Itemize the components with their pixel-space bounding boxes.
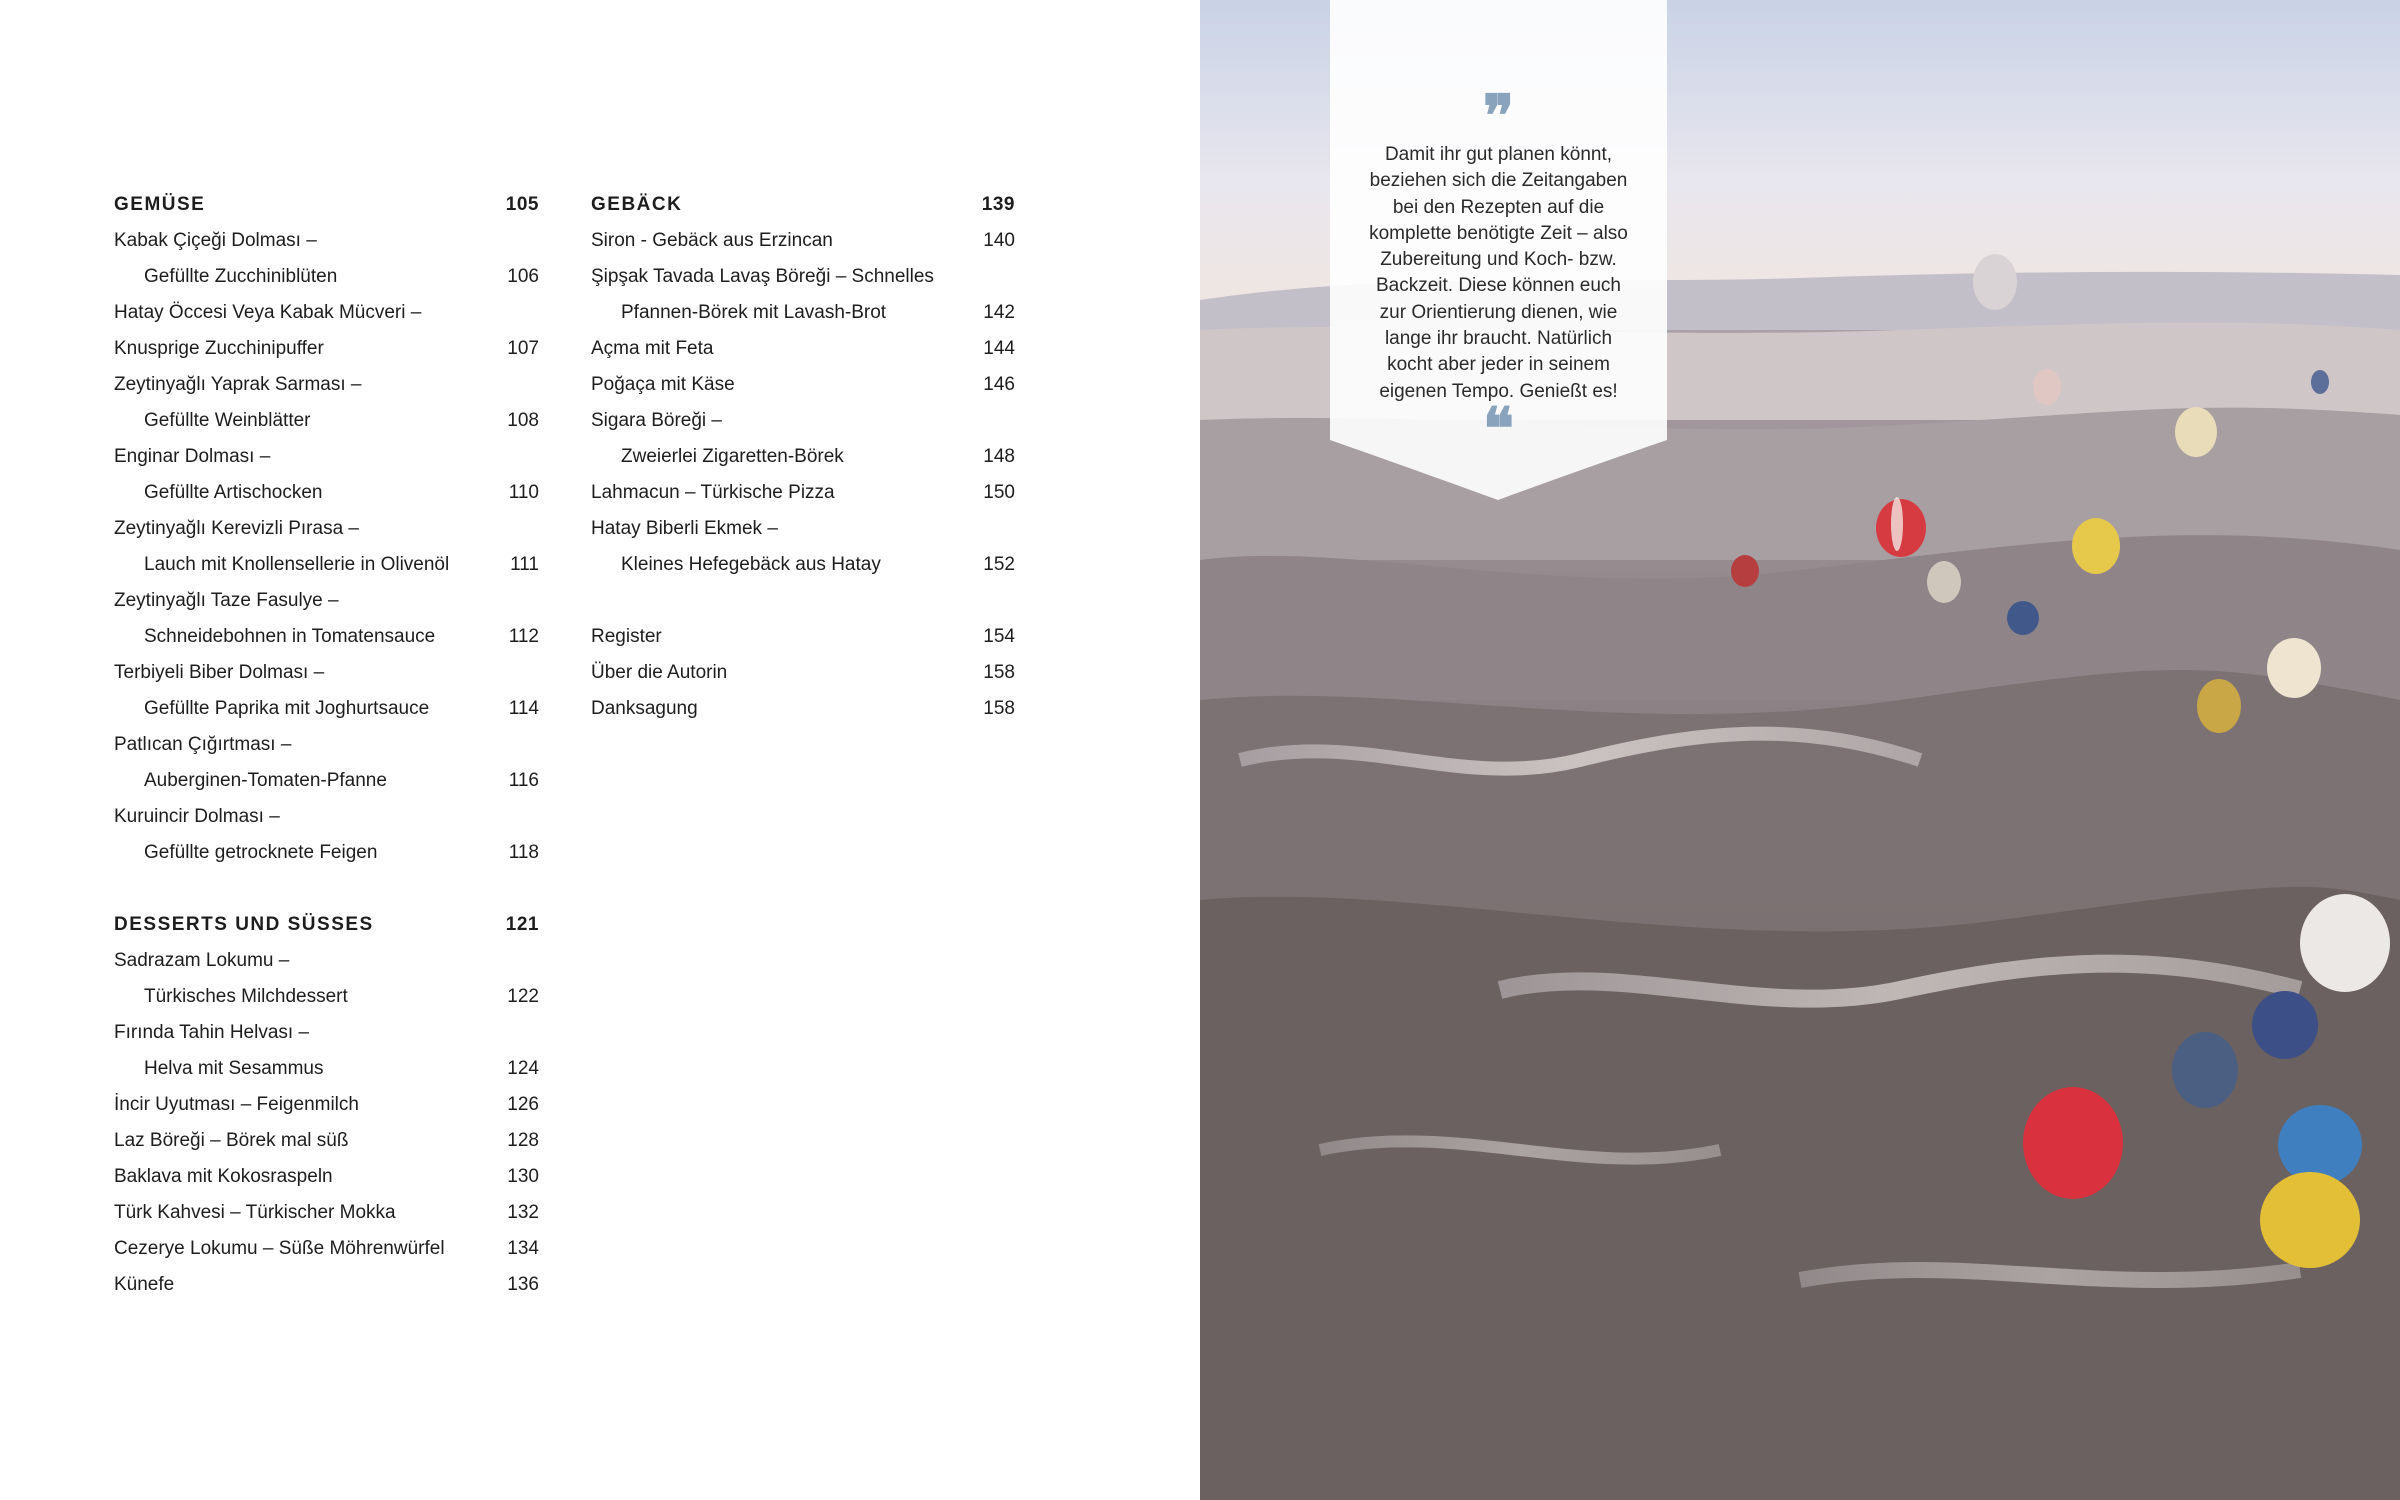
toc-entry [114,943,539,979]
page-number: 112 [508,626,539,647]
page-number: 142 [983,302,1015,323]
quote-line: Zubereitung und Koch- bzw. [1380,249,1617,271]
section-title: GEBÄCK [591,194,683,215]
section-spacer [114,871,539,907]
section-title: GEMÜSE [114,194,206,215]
entry-title: Türk Kahvesi – Türkischer Mokka [114,1202,396,1223]
page-number: 134 [507,1238,539,1259]
entry-title: Danksagung [591,698,698,719]
entry-title: Baklava mit Kokosraspeln [114,1166,333,1187]
photo-page [1200,0,2400,1500]
quote-text [1330,136,1667,409]
entry-title: Türkisches Milchdessert [144,986,348,1007]
toc-entry [114,511,539,547]
toc-entry [591,403,1015,439]
toc-entry [114,1195,539,1231]
entry-title: Auberginen-Tomaten-Pfanne [144,770,387,791]
section-spacer [591,583,1015,619]
entry-title: Sigara Böreği – [591,410,722,431]
quote-content [1330,82,1667,463]
page-number: 108 [507,410,539,431]
toc-entry [591,511,1015,547]
page-number: 128 [507,1130,539,1151]
toc-entry [591,475,1015,511]
entry-title: Register [591,626,662,647]
section-heading [114,187,539,223]
page-number: 116 [508,770,539,791]
entry-title: Kabak Çiçeği Dolması – [114,230,317,251]
entry-title: Lauch mit Knollensellerie in Olivenöl [144,554,450,575]
entry-title: Gefüllte getrocknete Feigen [144,842,378,863]
entry-title: Knusprige Zucchinipuffer [114,338,324,359]
quote-line: kocht aber jeder in seinem [1387,354,1610,376]
entry-title: Siron - Gebäck aus Erzincan [591,230,833,251]
toc-entry [114,979,539,1015]
entry-title: Gefüllte Artischocken [144,482,323,503]
entry-title: Cezerye Lokumu – Süße Möhrenwürfel [114,1238,445,1259]
entry-title: Sadrazam Lokumu – [114,950,290,971]
section-heading [591,187,1015,223]
toc-entry [114,655,539,691]
page-number: 140 [983,230,1015,251]
toc-entry [114,295,539,331]
entry-title: Hatay Öccesi Veya Kabak Mücveri – [114,302,422,323]
page-number: 107 [507,338,539,359]
page-number: 150 [983,482,1015,503]
page-number: 139 [981,194,1015,215]
toc-entry [114,727,539,763]
toc-entry [114,259,539,295]
entry-title: Zeytinyağlı Taze Fasulye – [114,590,339,611]
entry-title: Açma mit Feta [591,338,714,359]
toc-entry [114,1123,539,1159]
toc-entry [114,691,539,727]
toc-entry [591,619,1015,655]
page-number: 105 [505,194,539,215]
entry-title: Helva mit Sesammus [144,1058,324,1079]
page-number: 121 [505,914,539,935]
open-quote-icon: ❞ [1482,82,1515,150]
entry-title: Zweierlei Zigaretten-Börek [621,446,844,467]
page-number: 114 [508,698,539,719]
quote-line: beziehen sich die Zeitangaben [1369,170,1628,192]
toc-entry [114,619,539,655]
contents-column-left [114,187,539,1303]
entry-title: Lahmacun – Türkische Pizza [591,482,835,503]
contents-column-right [591,187,1015,727]
toc-entry [591,691,1015,727]
page-number: 110 [508,482,539,503]
entry-title: Pfannen-Börek mit Lavash-Brot [621,302,887,323]
toc-entry [114,223,539,259]
toc-entry [114,1087,539,1123]
quote-line: komplette benötigte Zeit – also [1369,222,1628,244]
toc-entry [114,439,539,475]
quote-line: eigenen Tempo. Genießt es! [1379,380,1618,402]
entry-title: Patlıcan Çığırtması – [114,734,292,755]
toc-entry [591,223,1015,259]
page-number: 136 [507,1274,539,1295]
page-number: 148 [983,446,1015,467]
page-number: 106 [507,266,539,287]
toc-entry [114,799,539,835]
entry-title: Şipşak Tavada Lavaş Böreği – Schnelles [591,266,934,287]
page-number: 118 [508,842,539,863]
toc-entry [114,1231,539,1267]
page-number: 158 [983,662,1015,683]
toc-entry [114,475,539,511]
page-number: 126 [507,1094,539,1115]
quote-line: bei den Rezepten auf die [1392,196,1605,218]
toc-entry [114,583,539,619]
toc-entry [114,403,539,439]
page-number: 111 [510,554,539,575]
entry-title: Enginar Dolması – [114,446,271,467]
toc-entry [591,367,1015,403]
toc-entry [114,835,539,871]
quote-line: Backzeit. Diese können euch [1375,275,1622,297]
entry-title: Zeytinyağlı Yaprak Sarması – [114,374,362,395]
entry-title: Laz Böreği – Börek mal süß [114,1130,349,1151]
close-quote-icon: ❝ [1482,394,1515,463]
quote-callout [1330,0,1667,500]
toc-entry [114,1051,539,1087]
page-number: 122 [507,986,539,1007]
quote-line: Damit ihr gut planen könnt, [1384,144,1613,165]
toc-entry [114,1267,539,1303]
toc-entry [114,547,539,583]
entry-title: Hatay Biberli Ekmek – [591,518,778,539]
entry-title: Kuruincir Dolması – [114,806,280,827]
toc-entry [114,1159,539,1195]
entry-title: Poğaça mit Käse [591,374,735,395]
entry-title: Über die Autorin [591,662,728,683]
entry-title: İncir Uyutması – Feigenmilch [114,1094,359,1115]
page-number: 146 [983,374,1015,395]
entry-title: Kleines Hefegebäck aus Hatay [621,554,881,575]
page-number: 152 [983,554,1015,575]
page-number: 144 [983,338,1015,359]
entry-title: Schneidebohnen in Tomatensauce [144,626,436,647]
quote-line: lange ihr braucht. Natürlich [1384,328,1613,350]
entry-title: Künefe [114,1274,175,1295]
toc-entry [114,1015,539,1051]
section-title: DESSERTS UND SÜSSES [114,914,374,935]
toc-entry [591,547,1015,583]
entry-title: Gefüllte Weinblätter [144,410,311,431]
page-number: 130 [507,1166,539,1187]
quote-line: zur Orientierung dienen, wie [1379,301,1618,323]
entry-title: Zeytinyağlı Kerevizli Pırasa – [114,518,359,539]
entry-title: Terbiyeli Biber Dolması – [114,662,325,683]
section-heading [114,907,539,943]
toc-entry [591,655,1015,691]
toc-entry [114,367,539,403]
entry-title: Fırında Tahin Helvası – [114,1022,310,1043]
toc-entry [114,763,539,799]
page-number: 154 [983,626,1015,647]
entry-title: Gefüllte Zucchiniblüten [144,266,338,287]
toc-entry [591,331,1015,367]
page-number: 124 [507,1058,539,1079]
toc-entry [591,439,1015,475]
entry-title: Gefüllte Paprika mit Joghurtsauce [144,698,430,719]
page-number: 132 [507,1202,539,1223]
toc-entry [114,331,539,367]
toc-entry [591,295,1015,331]
page-number: 158 [983,698,1015,719]
toc-entry [591,259,1015,295]
